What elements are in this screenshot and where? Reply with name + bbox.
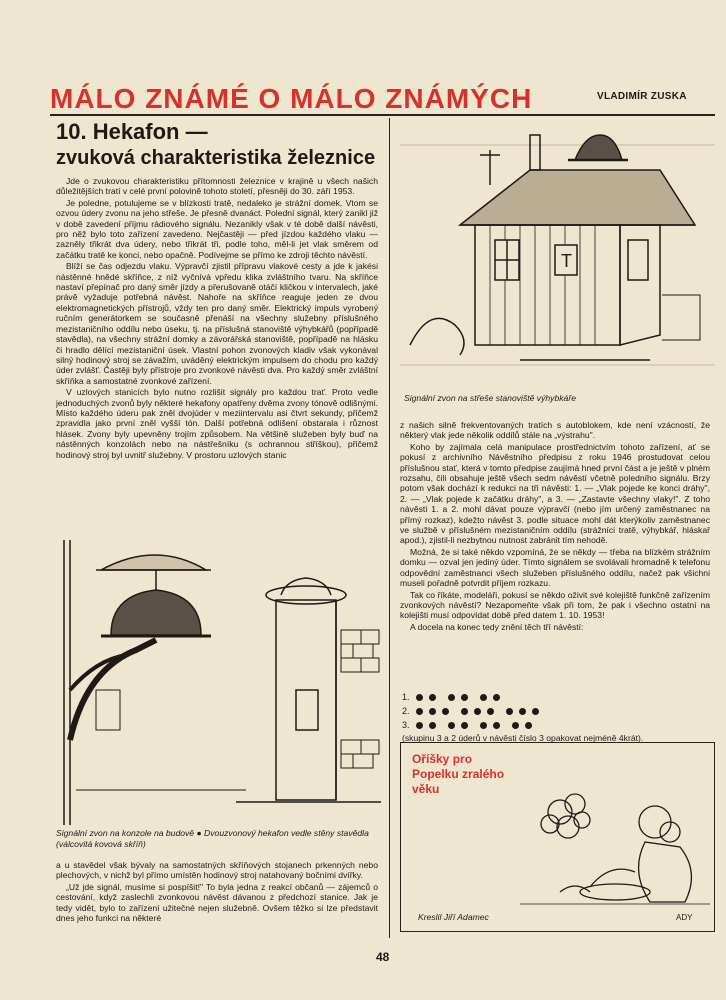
paragraph: Koho by zajímala celá manipulace prostřednictvím tohoto zařízení, ať se pokusí z archivního Návěstního předpisu z roku 1946 prostudovat celou příslušnou stať, která v tomto předpise zaujímá hned první část a je ještě v plném rozsahu, čili obsahuje ještě všech sedm návěstí včetně poledního signálu. Brzy potom však dochází k redukci na tři návěsti: 1. — „Vlak pojede ke konci dráhy", 2. — „Vlak pojede k začátku dráhy", a 3. — „Zastavte všechny vlaky!". Z toho návěsti 1. a 2. mohl dávat pouze výpravčí (nebo jím určený zaměstnanec na přímý rozkaz), kdežto návěst 3. podle situace mohl dát kterýkoliv zaměstnanec ve službě v příslušném mezistaničním oddílu (strážníci tratě, výhybkář, hláskař apod.), zjistil-li nezbytnou nutnost zabránit tím nehodě. (400, 441, 710, 546)
article-title-line2: zvuková charakteristika železnice (56, 147, 376, 169)
signal-dot (487, 708, 494, 715)
signal-dot (480, 722, 487, 729)
signal-dot (416, 708, 423, 715)
signal-dot (519, 708, 526, 715)
signal-row (402, 704, 712, 718)
cartoon-title: Oříšky pro Popelku zralého věku (412, 752, 505, 796)
signal-dot (493, 722, 500, 729)
hut-illustration (400, 125, 715, 390)
paragraph: V uzlových stanicích bylo nutno rozlišit signály pro každou trať. Proto vedle jednoduchých zvonů byly některé hekafony opatřeny dvěma zvony tónově odlišnými. Místo každého úderu pak zněl dvojúder v meziintervalu asi čtvrt sekundy, přičemž zpravidla jako první zněl vyšší tón. Další potřebná odlišení obstarala i různost hlásek. Zvony byly upevněny trojím způsobem. Na většině služeben byly buď na nástěnných konzolách nebo na nástřešníku (s ochrannou stříškou), přičemž hodinový stroj byl uvnitř služebny. V prostoru uzlových stanic (56, 387, 378, 460)
signal-dot (461, 722, 468, 729)
paragraph: Možná, že si také někdo vzpomíná, že se někdy — třeba na blízkém strážním domku — ozval jen jediný úder. Tímto signálem se svolávali hromadně k telefonu odpovědní zaměstnanci všech služeben příslušného oddílu, načež pak všichni museli pořadně potvrdit příjem rozkazu. (400, 546, 710, 589)
page-number: 48 (376, 950, 390, 964)
caption-bell-illustration: Signální zvon na konzole na budově ● Dvouzvonový hekafon vedle stěny stavědla (válcovitá kovová skříň) (56, 828, 369, 849)
signal-dot (512, 722, 519, 729)
left-column-bottom-text (56, 860, 378, 945)
right-column-text (400, 420, 710, 710)
paragraph: Jde o zvukovou charakteristiku přítomnosti železnice v krajině u všech našich důležitějších tratí v celé první polovině tohoto století, přesněji do 30. září 1953. (56, 176, 378, 197)
cartoon-signature: ADY (676, 913, 693, 922)
signal-dot (448, 694, 455, 701)
article-title-line1: 10. Hekafon — (56, 119, 208, 144)
paragraph: z našich silně frekventovaných tratích s autoblokem, kde není vzácností, že některý vlak jede několik oddílů stále na „výstrahu". (400, 420, 710, 441)
signal-dot (429, 722, 436, 729)
signal-dot (448, 722, 455, 729)
signal-dot (461, 708, 468, 715)
signal-dot (442, 708, 449, 715)
paragraph: a u stavědel však bývaly na samostatných skříňových stojanech prkenných nebo plechových, v nichž byl přímo umístěn hodinový stroj natahovaný bočními dvířky. (56, 860, 378, 881)
signal-dot (461, 694, 468, 701)
signal-dot (416, 694, 423, 701)
signal-dot (506, 708, 513, 715)
signal-dot (474, 708, 481, 715)
signal-row (402, 718, 712, 732)
caption-hut-illustration: Signální zvon na střeše stanoviště výhybkáře (404, 393, 576, 403)
signal-number: 2. (402, 706, 410, 716)
svg-text:T: T (561, 251, 572, 271)
signal-dot (525, 722, 532, 729)
series-title: MÁLO ZNÁMÉ O MÁLO ZNÁMÝCH (50, 83, 533, 114)
signal-row (402, 690, 712, 704)
author-name: VLADIMÍR ZUSKA (597, 91, 687, 102)
paragraph: Tak co říkáte, modeláři, pokusí se někdo oživit své kolejiště funkčně zařízením zvonkových návěstí? Nezapomeňte však při tom, že pak i všechno ostatní na kolejišti musí odpovídat době před datem 1. 10. 1953! (400, 589, 710, 621)
cartoon-illustration (520, 752, 710, 912)
cartoon-credit: Kreslil Jiří Adamec (418, 912, 489, 922)
paragraph: Je poledne, potulujeme se v blízkosti tratě, nedaleko je strážní domek. Vtom se ozvou údery zvonu na jeho střeše. Je přesně dvanáct. Polední signál, který zanikl již v době zavedení příjmu rádiového signálu. Nezanikly však v té době další návěsti, pro něž bylo toto zařízení zavedeno. Nejčastěji — před jízdou každého vlaku — zazněly třikrát dva údery, nebo třikrát tři, podle toho, měl-li jet vlak směrem od začátku tratě ke konci, nebo opačně. Podívejme se přímo ke zdroji těchto návěstí. (56, 197, 378, 260)
bell-illustration (56, 540, 381, 830)
signal-list (402, 690, 712, 732)
header-rule (50, 114, 715, 116)
paragraph: Blíží se čas odjezdu vlaku. Výpravčí zjistil přípravu vlakové cesty a jde k jakési nástěnné hnědé skříňce, z níž vyčnívá vpředu klika zvláštního tvaru. Na skříňce nastaví přepínač pro daný směr jízdy a přerušovaně otáčí kličkou v intervalech, jaké právě vyžaduje potřebná návěst. Nahoře na skříňce reaguje jeden ze dvou elektromagnetických přístrojů, vždy ten pro daný směr. Elektrický impuls vyrobený ručním generátorkem se současně přenáší na všechny služebny příslušného mezistaničního oddílu nebo úseku, tj. na příslušná stanoviště výhybkářů (popřípadě stavědla), na všechny strážní domky a závorářská stanoviště, popřípadě na hlásku či hradlo dělící mezistaniční úsek. Vlastní pohon zvonových kladiv však vykonával silný hodinový stroj se závažím, uváděný elektrickým impulsem do chodu pro každý úder zvlášť. Častěji byly přístroje pro zvonkové návěsti dva. Pro každý směr zvláštní skříňka a samostatné zvonkové zařízení. (56, 261, 378, 386)
signal-dot (480, 694, 487, 701)
signal-number: 1. (402, 692, 410, 702)
left-column-text (56, 176, 378, 546)
signal-dot (416, 722, 423, 729)
column-divider (389, 118, 390, 938)
signal-dot (532, 708, 539, 715)
paragraph: A docela na konec tedy znění těch tří návěstí: (410, 621, 584, 632)
signal-dot (429, 708, 436, 715)
signal-number: 3. (402, 720, 410, 730)
signal-note: (skupinu 3 a 2 úderů v návěsti číslo 3 opakovat nejméně 4krát). (402, 733, 644, 743)
signal-dot (493, 694, 500, 701)
signal-dot (429, 694, 436, 701)
paragraph: „Už jde signál, musíme si pospíšit!" To byla jedna z reakcí občanů — zájemců o cestování, když zaslechli zvonkovou návěst dávanou z předchozí stanice. Jak je tedy vidět, bylo to zařízení užitečné nejen služebně. Ovšem těžko si lze představit dnes jeho funkci na některé (56, 881, 378, 924)
